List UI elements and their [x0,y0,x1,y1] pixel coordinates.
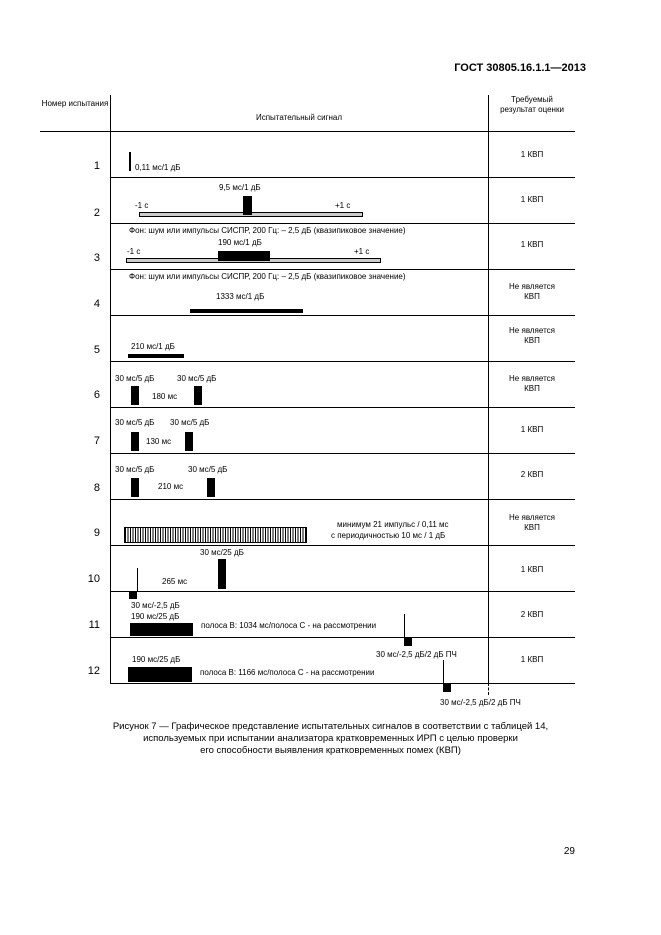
signal-label: 30 мс/5 дБ [170,418,210,427]
pulse [129,591,137,599]
signal-label: 265 мс [162,577,188,586]
figure-caption [0,721,661,757]
signal-label: -1 с [135,201,149,210]
pulse [218,251,270,261]
signal-label: 30 мс/5 дБ [115,418,155,427]
signal-label: 9,5 мс/1 дБ [219,183,261,192]
signal-label: +1 с [335,201,351,210]
row-result: 1 КВП [520,150,544,159]
pulse [185,432,193,451]
row-number: 4 [93,298,100,310]
pulse [129,152,131,171]
row-divider [110,269,575,270]
pulse-train [124,527,307,543]
row-divider [110,407,575,408]
row-number: 11 [88,619,100,631]
pulse-edge [404,614,405,637]
row-number: 5 [93,344,100,356]
pulse [128,667,192,682]
pulse [194,386,202,405]
row-divider [110,591,575,592]
row-result: 1 КВП [520,195,544,204]
caption-line: его способности выявления кратковременных помех (КВП) [200,745,461,756]
row-number: 9 [93,527,100,539]
row-result: 1 КВП [520,655,544,664]
signal-label: +1 с [354,247,370,256]
row-divider [110,223,575,224]
signal-label: 30 мс/-2,5 дБ [131,601,180,610]
signal-label: 210 мс/1 дБ [131,342,175,351]
signal-label: 30 мс/5 дБ [188,465,228,474]
page-number: 29 [563,846,575,857]
row-number: 10 [87,573,100,585]
header-divider [40,131,575,132]
signal-label: 30 мс/5 дБ [115,374,155,383]
row-number: 1 [93,160,100,172]
pulse-edge [137,568,138,591]
signal-label: минимум 21 импульс / 0,11 мс [337,520,449,529]
pulse [207,478,215,497]
signal-label: 190 мс/25 дБ [131,612,180,621]
signal-label: -1 с [127,247,141,256]
pulse [404,637,412,646]
pulse [190,309,303,313]
pulse [443,683,451,692]
row-result: 1 КВП [520,565,544,574]
signal-label: 190 мс/1 дБ [218,238,262,247]
row-result: Не является КВП [509,326,555,345]
pulse [130,623,193,636]
column-divider-left [110,95,111,683]
pulse [128,354,184,358]
row-number: 2 [93,207,100,219]
column-header-signal: Испытательный сигнал [255,113,343,122]
row-result: Не является КВП [509,282,555,301]
caption-line: используемых при испытании анализатора кратковременных ИРП с целью проверки [143,733,518,744]
row-result: 1 КВП [520,240,544,249]
row-number: 12 [87,665,100,677]
row-result: Не является КВП [509,513,555,532]
column-divider-dashed [488,683,489,695]
row-result: 1 КВП [520,425,544,434]
column-header-result: Требуемый результат оценки [500,95,564,114]
signal-label: 30 мс/5 дБ [177,374,217,383]
signal-label: Фон: шум или импульсы СИСПР, 200 Гц: – 2,5 дБ (квазипиковое значение) [129,226,406,235]
pulse [131,432,139,451]
row-divider [110,499,575,500]
signal-label: 30 мс/25 дБ [200,548,244,557]
signal-label: полоса В: 1034 мс/полоса С - на рассмотрении [201,621,377,630]
row-divider [110,637,575,638]
signal-label: 130 мс [146,437,172,446]
row-number: 7 [93,435,100,447]
signal-label: 30 мс/-2,5 дБ/2 дБ ПЧ [376,650,457,659]
row-number: 3 [93,252,100,264]
pulse [243,196,252,215]
caption-line: Рисунок 7 — Графическое представление испытательных сигналов в соответствии с таблицей 14, [112,721,549,732]
row-divider [110,683,575,684]
row-divider [110,315,575,316]
row-divider [110,361,575,362]
signal-label: 30 мс/5 дБ [115,465,155,474]
row-number: 6 [93,389,100,401]
row-divider [110,545,575,546]
column-header-number: Номер испытания [41,99,109,108]
row-divider [110,177,575,178]
signal-label: 190 мс/25 дБ [132,655,181,664]
signal-label: полоса В: 1166 мс/полоса С - на рассмотрении [200,668,375,677]
signal-label: 210 мс [158,482,184,491]
pulse [218,559,226,589]
document-number: ГОСТ 30805.16.1.1—2013 [454,62,586,74]
pulse [131,478,139,497]
row-result: 2 КВП [520,470,544,479]
signal-label: 1333 мс/1 дБ [216,292,265,301]
signal-label: 180 мс [152,392,178,401]
signal-label: Фон: шум или импульсы СИСПР, 200 Гц: – 2,5 дБ (квазипиковое значение) [129,272,406,281]
signal-label: 0,11 мс/1 дБ [135,163,181,172]
pulse [131,386,139,405]
row-divider [110,453,575,454]
signal-label: с периодичностью 10 мс / 1 дБ [331,531,446,540]
row-result: Не является КВП [509,374,555,393]
pulse-edge [443,660,444,683]
signal-label: 30 мс/-2,5 дБ/2 дБ ПЧ [440,698,521,707]
row-number: 8 [93,482,100,494]
row-result: 2 КВП [520,610,544,619]
